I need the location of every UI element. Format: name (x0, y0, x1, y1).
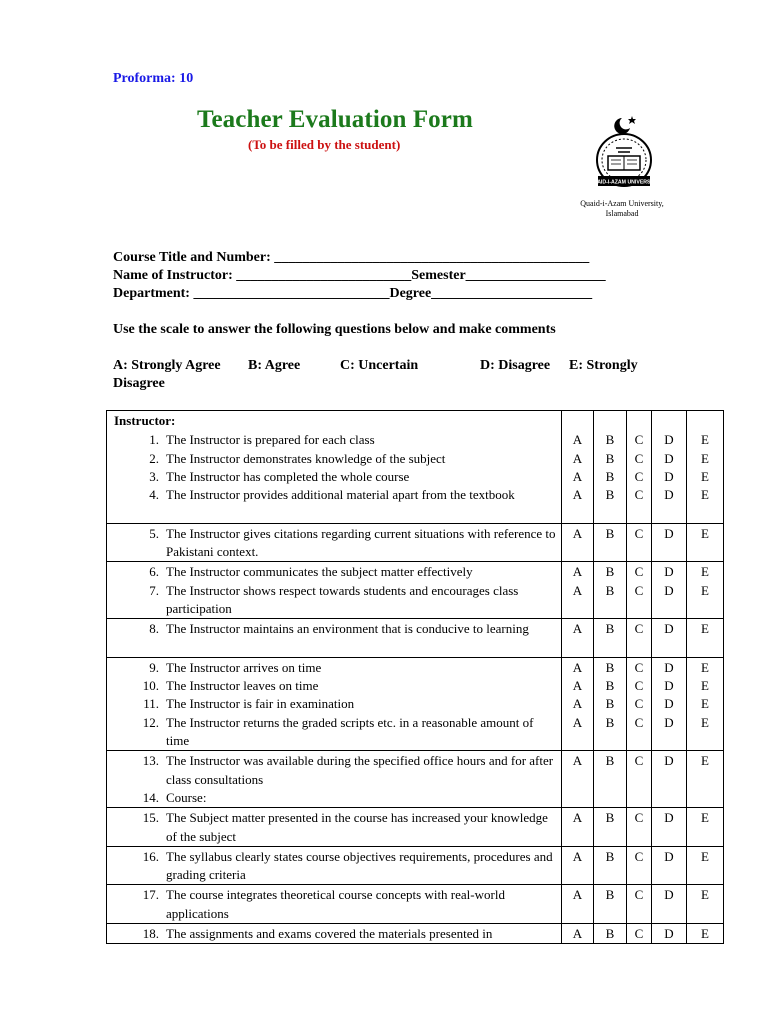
rating-option-d[interactable]: D (664, 810, 674, 826)
rating-option-e[interactable]: E (701, 432, 709, 448)
question-item (114, 431, 557, 449)
question-number: 11. (143, 696, 159, 712)
question-text: The Instructor communicates the subject matter effectively (166, 564, 473, 580)
rating-option-a[interactable]: A (572, 582, 583, 598)
question-row (107, 846, 724, 885)
rating-option-c[interactable]: C (634, 678, 644, 694)
rating-option-d[interactable]: D (664, 487, 674, 503)
question-row (107, 657, 724, 750)
question-item (114, 620, 557, 638)
rating-option-e[interactable]: E (701, 926, 709, 942)
question-text: The Instructor arrives on time (166, 659, 322, 675)
rating-option-d[interactable]: D (664, 432, 674, 448)
rating-option-d[interactable]: D (664, 525, 674, 541)
logo-caption-university: Quaid-i-Azam University, (580, 199, 664, 208)
rating-option-e[interactable]: E (701, 714, 709, 730)
rating-option-e[interactable]: E (701, 848, 709, 864)
logo-caption-city: Islamabad (605, 209, 639, 218)
question-number: 9. (149, 659, 159, 675)
rating-option-e[interactable]: E (701, 753, 709, 769)
rating-option-c[interactable]: C (634, 582, 644, 598)
rating-option-d[interactable]: D (664, 468, 674, 484)
logo-caption (566, 199, 678, 219)
rating-option-a[interactable]: A (572, 564, 583, 580)
question-row (107, 751, 724, 808)
scale-e-continued: Disagree (113, 376, 165, 391)
scale-e: E: Strongly (569, 358, 638, 373)
rating-option-a[interactable]: A (572, 753, 583, 769)
logo-banner-text: QUAID-I-AZAM UNIVERSITY (589, 179, 659, 186)
question-text: The Instructor leaves on time (166, 678, 319, 694)
rating-option-e[interactable]: E (701, 525, 709, 541)
question-item (114, 525, 557, 562)
rating-option-d[interactable]: D (664, 678, 674, 694)
question-text: The Instructor is fair in examination (166, 696, 355, 712)
question-number: 10. (142, 678, 159, 694)
department-degree-field[interactable]: Department: ____________________________Degree_______________________ (113, 286, 593, 301)
instructions-text: Use the scale to answer the following questions below and make comments (113, 322, 556, 337)
section-header-instructor: Instructor: (114, 413, 176, 428)
question-number: 13. (142, 753, 159, 769)
rating-option-d[interactable]: D (664, 753, 674, 769)
rating-option-c[interactable]: C (634, 848, 644, 864)
question-text: The Instructor has completed the whole course (166, 468, 410, 484)
form-subtitle: (To be filled by the student) (248, 137, 401, 152)
question-text: The Instructor provides additional material apart from the textbook (166, 487, 515, 503)
rating-option-a[interactable]: A (572, 621, 583, 637)
rating-option-a[interactable]: A (572, 696, 583, 712)
question-item (114, 450, 557, 468)
rating-option-e[interactable]: E (701, 678, 709, 694)
rating-option-c[interactable]: C (634, 564, 644, 580)
question-item (114, 659, 557, 677)
section-header-row (107, 411, 724, 431)
question-text: The course integrates theoretical course concepts with real-world applications (166, 887, 505, 921)
question-item (114, 752, 557, 789)
rating-option-e[interactable]: E (701, 659, 709, 675)
scale-c: C: Uncertain (340, 358, 419, 373)
rating-option-c[interactable]: C (634, 714, 644, 730)
question-number: 5. (149, 525, 159, 541)
question-row (107, 808, 724, 847)
question-number: 4. (149, 487, 159, 503)
rating-option-b[interactable]: B (605, 450, 615, 466)
rating-option-e[interactable]: E (701, 810, 709, 826)
rating-option-b[interactable]: B (605, 887, 615, 903)
rating-option-e[interactable]: E (701, 582, 709, 598)
question-text: The Instructor demonstrates knowledge of the subject (166, 450, 446, 466)
rating-option-b[interactable]: B (605, 926, 615, 942)
question-row (107, 924, 724, 944)
rating-option-d[interactable]: D (664, 450, 674, 466)
question-text: The Instructor returns the graded scripts etc. in a reasonable amount of time (166, 714, 534, 749)
rating-option-c[interactable]: C (634, 525, 644, 541)
question-number: 16. (142, 848, 159, 864)
rating-option-e[interactable]: E (701, 887, 709, 903)
question-text: The Instructor maintains an environment that is conducive to learning (166, 621, 529, 637)
rating-option-a[interactable]: A (572, 848, 583, 864)
rating-option-b[interactable]: B (605, 753, 615, 769)
rating-option-e[interactable]: E (701, 621, 709, 637)
question-item (114, 886, 557, 923)
rating-option-d[interactable]: D (664, 887, 674, 903)
question-row (107, 523, 724, 562)
rating-option-e[interactable]: E (701, 450, 709, 466)
question-item (114, 677, 557, 695)
rating-option-a[interactable]: A (572, 714, 583, 730)
rating-option-b[interactable]: B (605, 564, 615, 580)
rating-option-c[interactable]: C (634, 926, 644, 942)
rating-option-e[interactable]: E (701, 564, 709, 580)
rating-option-a[interactable]: A (572, 468, 583, 484)
rating-option-c[interactable]: C (634, 810, 644, 826)
rating-option-a[interactable]: A (572, 678, 583, 694)
rating-option-c[interactable]: C (634, 887, 644, 903)
rating-option-e[interactable]: E (701, 468, 709, 484)
rating-option-d[interactable]: D (664, 926, 674, 942)
rating-option-a[interactable]: A (572, 926, 583, 942)
rating-option-b[interactable]: B (605, 696, 615, 712)
question-row (107, 619, 724, 658)
rating-option-a[interactable]: A (572, 525, 583, 541)
rating-option-b[interactable]: B (605, 432, 615, 448)
question-item (114, 848, 557, 885)
scale-a: A: Strongly Agree (113, 358, 221, 373)
question-text: The Instructor is prepared for each class (166, 432, 375, 448)
question-text: The Subject matter presented in the course has increased your knowledge of the subject (166, 810, 548, 844)
rating-option-d[interactable]: D (664, 848, 674, 864)
rating-option-d[interactable]: D (664, 659, 674, 675)
rating-option-b[interactable]: B (605, 525, 615, 541)
rating-option-c[interactable]: C (634, 696, 644, 712)
question-text: The syllabus clearly states course objectives requirements, procedures and grading criteria (166, 848, 553, 883)
rating-option-a[interactable]: A (572, 810, 583, 826)
question-number: 8. (149, 621, 159, 637)
rating-option-d[interactable]: D (664, 621, 674, 637)
rating-option-a[interactable]: A (572, 659, 583, 675)
rating-option-e[interactable]: E (701, 487, 709, 503)
question-number: 18. (142, 926, 159, 942)
rating-option-d[interactable]: D (664, 582, 674, 598)
question-item (114, 789, 557, 807)
question-item (114, 809, 557, 846)
rating-option-d[interactable]: D (664, 564, 674, 580)
question-number: 15. (142, 810, 159, 826)
university-logo-icon (586, 112, 662, 208)
rating-option-d[interactable]: D (664, 714, 674, 730)
rating-option-b[interactable]: B (605, 714, 615, 730)
rating-option-b[interactable]: B (605, 659, 615, 675)
rating-option-e[interactable]: E (701, 696, 709, 712)
question-item (114, 486, 557, 504)
rating-option-c[interactable]: C (634, 659, 644, 675)
rating-option-c[interactable]: C (634, 432, 644, 448)
rating-option-b[interactable]: B (605, 621, 615, 637)
question-text: Course: (166, 789, 207, 805)
rating-option-b[interactable]: B (605, 678, 615, 694)
rating-option-b[interactable]: B (605, 487, 615, 503)
form-title: Teacher Evaluation Form (197, 106, 473, 133)
rating-option-d[interactable]: D (664, 696, 674, 712)
question-number: 2. (149, 450, 159, 466)
rating-option-c[interactable]: C (634, 468, 644, 484)
scale-b: B: Agree (248, 358, 301, 373)
question-text: The Instructor was available during the specified office hours and for after class consultations (166, 753, 554, 787)
rating-option-b[interactable]: B (605, 848, 615, 864)
question-number: 14. (142, 789, 159, 805)
rating-option-a[interactable]: A (572, 450, 583, 466)
question-number: 7. (149, 582, 159, 598)
question-item (114, 714, 557, 751)
question-item (114, 695, 557, 713)
question-text: The Instructor shows respect towards students and encourages class participation (166, 582, 519, 616)
scale-d: D: Disagree (480, 358, 551, 373)
question-item (114, 925, 557, 943)
rating-option-b[interactable]: B (605, 582, 615, 598)
course-title-field[interactable]: Course Title and Number: _____________________________________________ (113, 250, 590, 265)
question-row (107, 562, 724, 619)
rating-option-b[interactable]: B (605, 468, 615, 484)
question-text: The assignments and exams covered the materials presented in (166, 926, 493, 942)
rating-option-a[interactable]: A (572, 487, 583, 503)
question-number: 17. (142, 887, 159, 903)
question-number: 12. (142, 714, 159, 730)
instructor-semester-field[interactable]: Name of Instructor: _________________________Semester____________________ (113, 268, 606, 283)
rating-option-a[interactable]: A (572, 432, 583, 448)
question-text: The Instructor gives citations regarding current situations with reference to Pakistani context. (166, 525, 556, 560)
rating-option-c[interactable]: C (634, 621, 644, 637)
proforma-label: Proforma: 10 (113, 71, 194, 86)
question-row (107, 885, 724, 924)
evaluation-table (106, 410, 724, 944)
question-number: 3. (149, 468, 159, 484)
question-item (114, 582, 557, 619)
question-row (107, 430, 724, 523)
question-number: 6. (149, 564, 159, 580)
rating-option-a[interactable]: A (572, 887, 583, 903)
rating-option-c[interactable]: C (634, 753, 644, 769)
rating-option-b[interactable]: B (605, 810, 615, 826)
question-item (114, 563, 557, 581)
question-item (114, 468, 557, 486)
rating-option-c[interactable]: C (634, 450, 644, 466)
rating-option-c[interactable]: C (634, 487, 644, 503)
question-number: 1. (149, 432, 159, 448)
